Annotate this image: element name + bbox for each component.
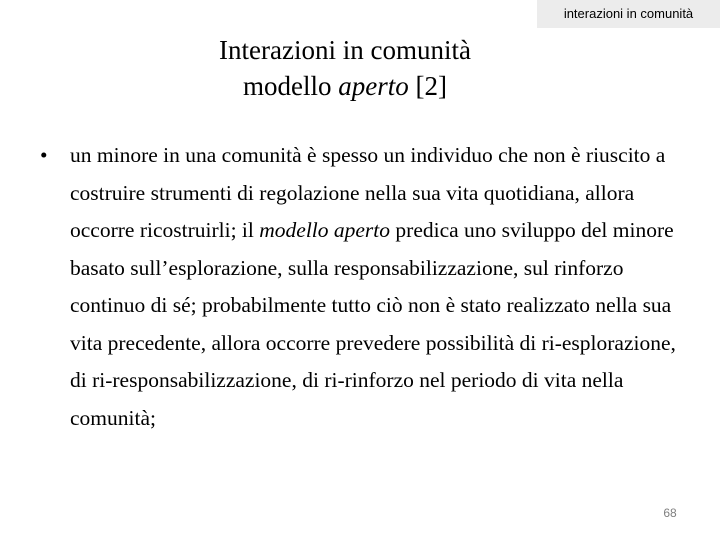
- title-line-2-italic: aperto: [338, 71, 409, 101]
- title-line-2-suffix: [2]: [408, 71, 447, 101]
- slide-title: [140, 32, 550, 104]
- bullet-text-segment: un minore in una comunità è spesso un individuo che non è riuscito a costruire strumenti di regolazione nella sua vita quotidiana, allora occorre ricostruirli; il: [70, 143, 666, 242]
- bullet-list-item: [40, 137, 680, 437]
- title-line-2-prefix: modello: [243, 71, 339, 101]
- bullet-text: [70, 137, 680, 437]
- bullet-text-italic-segment: modello aperto: [259, 218, 391, 242]
- bullet-text-segment: predica uno sviluppo del minore basato sull’esplorazione, sulla responsabilizzazione, sul rinforzo continuo di sé; probabilmente tutto ciò non è stato realizzato nella sua vita precedente, allora occorre prevedere possibilità di ri-esplorazione, di ri-responsabilizzazione, di ri-rinforzo nel periodo di vita nella comunità;: [70, 218, 676, 430]
- section-header-label: interazioni in comunità: [537, 0, 720, 28]
- page-number: 68: [663, 506, 677, 520]
- title-line-2: [140, 68, 550, 104]
- title-line-1: Interazioni in comunità: [219, 35, 471, 65]
- bullet-icon: •: [40, 143, 48, 167]
